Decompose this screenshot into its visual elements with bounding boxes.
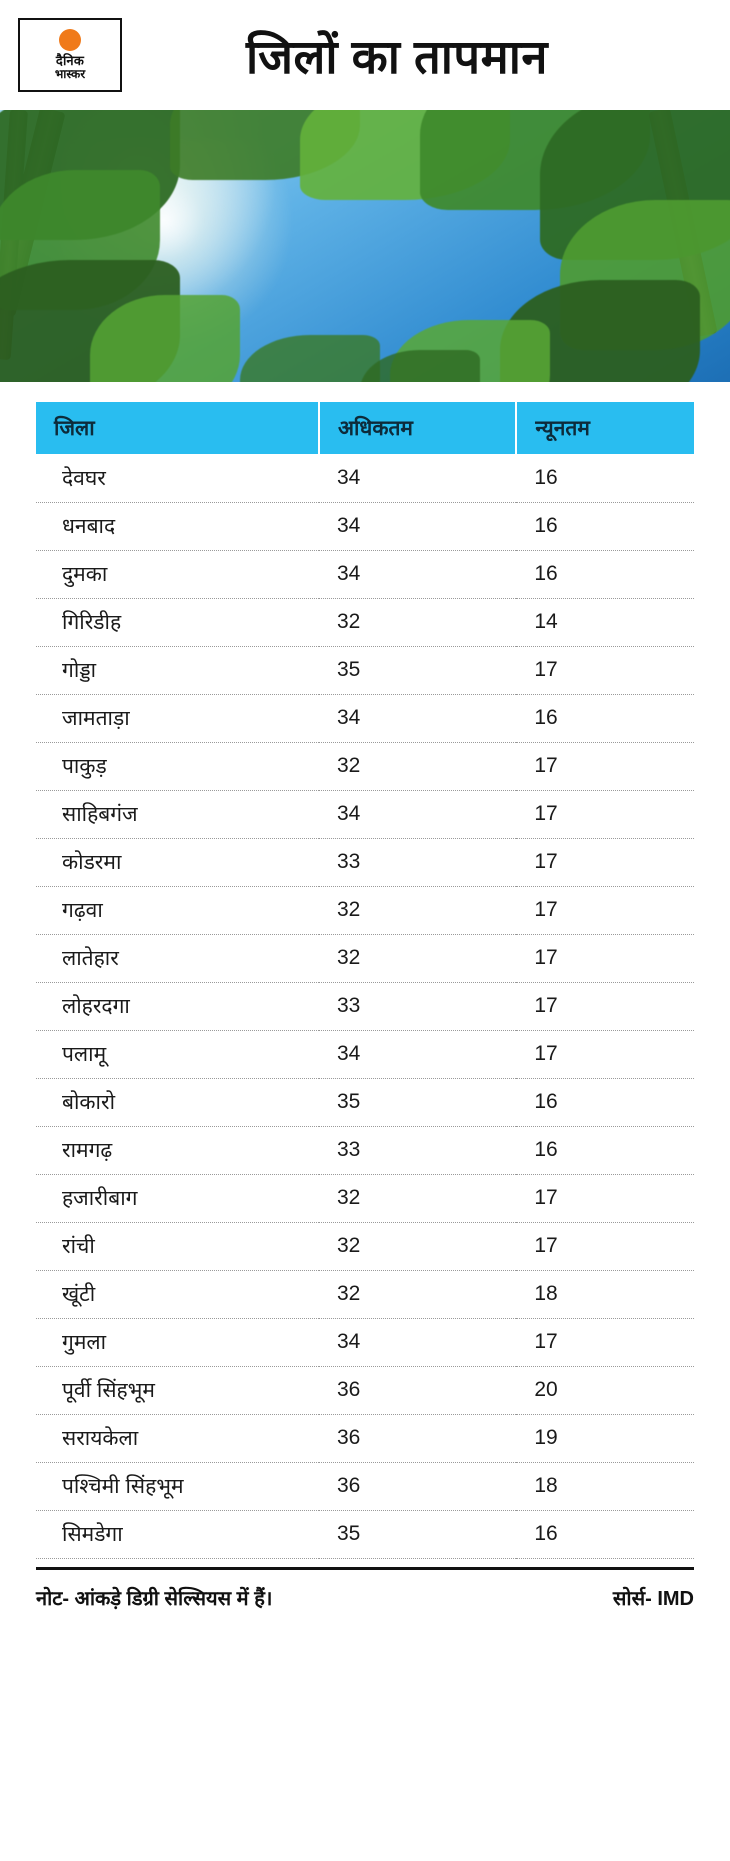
column-header-min: न्यूनतम bbox=[516, 402, 694, 454]
min-temp-cell: 16 bbox=[516, 694, 694, 742]
temperature-table-container bbox=[0, 382, 730, 1559]
min-temp-cell: 17 bbox=[516, 838, 694, 886]
column-header-district: जिला bbox=[36, 402, 319, 454]
max-temp-cell: 32 bbox=[319, 1222, 516, 1270]
min-temp-cell: 17 bbox=[516, 1222, 694, 1270]
min-temp-cell: 17 bbox=[516, 1174, 694, 1222]
district-cell: कोडरमा bbox=[36, 838, 319, 886]
brand-logo bbox=[18, 18, 122, 92]
district-cell: गढ़वा bbox=[36, 886, 319, 934]
district-cell: देवघर bbox=[36, 454, 319, 502]
min-temp-cell: 14 bbox=[516, 598, 694, 646]
max-temp-cell: 34 bbox=[319, 454, 516, 502]
footer-source: सोर्स- IMD bbox=[612, 1587, 694, 1610]
min-temp-cell: 19 bbox=[516, 1414, 694, 1462]
min-temp-cell: 17 bbox=[516, 934, 694, 982]
min-temp-cell: 17 bbox=[516, 742, 694, 790]
max-temp-cell: 36 bbox=[319, 1366, 516, 1414]
min-temp-cell: 17 bbox=[516, 1030, 694, 1078]
max-temp-cell: 32 bbox=[319, 934, 516, 982]
table-header-row bbox=[36, 402, 694, 454]
table-row bbox=[36, 454, 694, 502]
brand-name-line1: दैनिक bbox=[55, 53, 85, 69]
min-temp-cell: 16 bbox=[516, 550, 694, 598]
table-row bbox=[36, 646, 694, 694]
table-row bbox=[36, 1462, 694, 1510]
min-temp-cell: 18 bbox=[516, 1462, 694, 1510]
district-cell: गोड्डा bbox=[36, 646, 319, 694]
table-row bbox=[36, 502, 694, 550]
table-row bbox=[36, 550, 694, 598]
min-temp-cell: 17 bbox=[516, 982, 694, 1030]
district-cell: लातेहार bbox=[36, 934, 319, 982]
max-temp-cell: 34 bbox=[319, 502, 516, 550]
min-temp-cell: 16 bbox=[516, 1126, 694, 1174]
max-temp-cell: 35 bbox=[319, 1078, 516, 1126]
district-cell: पश्चिमी सिंहभूम bbox=[36, 1462, 319, 1510]
table-row bbox=[36, 1126, 694, 1174]
sun-icon bbox=[59, 29, 81, 51]
table-row bbox=[36, 1030, 694, 1078]
max-temp-cell: 36 bbox=[319, 1462, 516, 1510]
footer bbox=[36, 1567, 694, 1623]
table-row bbox=[36, 934, 694, 982]
district-cell: जामताड़ा bbox=[36, 694, 319, 742]
min-temp-cell: 18 bbox=[516, 1270, 694, 1318]
max-temp-cell: 32 bbox=[319, 742, 516, 790]
max-temp-cell: 36 bbox=[319, 1414, 516, 1462]
district-cell: गुमला bbox=[36, 1318, 319, 1366]
district-cell: पलामू bbox=[36, 1030, 319, 1078]
table-row bbox=[36, 598, 694, 646]
table-row bbox=[36, 1222, 694, 1270]
district-cell: सरायकेला bbox=[36, 1414, 319, 1462]
min-temp-cell: 16 bbox=[516, 502, 694, 550]
max-temp-cell: 32 bbox=[319, 886, 516, 934]
table-body bbox=[36, 454, 694, 1558]
max-temp-cell: 32 bbox=[319, 1174, 516, 1222]
min-temp-cell: 16 bbox=[516, 454, 694, 502]
min-temp-cell: 16 bbox=[516, 1510, 694, 1558]
table-row bbox=[36, 982, 694, 1030]
min-temp-cell: 17 bbox=[516, 646, 694, 694]
brand-name-line2: भास्कर bbox=[54, 67, 86, 82]
column-header-max: अधिकतम bbox=[319, 402, 516, 454]
table-row bbox=[36, 694, 694, 742]
min-temp-cell: 17 bbox=[516, 886, 694, 934]
table-row bbox=[36, 742, 694, 790]
table-header bbox=[36, 402, 694, 454]
hero-image bbox=[0, 110, 730, 382]
table-row bbox=[36, 1270, 694, 1318]
max-temp-cell: 34 bbox=[319, 1030, 516, 1078]
table-row bbox=[36, 1366, 694, 1414]
min-temp-cell: 17 bbox=[516, 1318, 694, 1366]
district-cell: खूंटी bbox=[36, 1270, 319, 1318]
footer-note: नोट- आंकड़े डिग्री सेल्सियस में हैं। bbox=[36, 1587, 273, 1610]
table-row bbox=[36, 1078, 694, 1126]
max-temp-cell: 34 bbox=[319, 790, 516, 838]
table-row bbox=[36, 1510, 694, 1558]
district-cell: हजारीबाग bbox=[36, 1174, 319, 1222]
max-temp-cell: 34 bbox=[319, 694, 516, 742]
max-temp-cell: 33 bbox=[319, 982, 516, 1030]
min-temp-cell: 20 bbox=[516, 1366, 694, 1414]
table-row bbox=[36, 790, 694, 838]
max-temp-cell: 34 bbox=[319, 550, 516, 598]
max-temp-cell: 33 bbox=[319, 838, 516, 886]
max-temp-cell: 35 bbox=[319, 646, 516, 694]
table-row bbox=[36, 1318, 694, 1366]
max-temp-cell: 35 bbox=[319, 1510, 516, 1558]
district-cell: बोकारो bbox=[36, 1078, 319, 1126]
district-cell: साहिबगंज bbox=[36, 790, 319, 838]
district-cell: पूर्वी सिंहभूम bbox=[36, 1366, 319, 1414]
district-cell: दुमका bbox=[36, 550, 319, 598]
min-temp-cell: 16 bbox=[516, 1078, 694, 1126]
max-temp-cell: 34 bbox=[319, 1318, 516, 1366]
max-temp-cell: 32 bbox=[319, 598, 516, 646]
page-title: जिलों का तापमान bbox=[246, 30, 548, 83]
page-header bbox=[0, 0, 730, 110]
district-cell: गिरिडीह bbox=[36, 598, 319, 646]
district-cell: सिमडेगा bbox=[36, 1510, 319, 1558]
table-row bbox=[36, 1174, 694, 1222]
min-temp-cell: 17 bbox=[516, 790, 694, 838]
temperature-table bbox=[36, 402, 694, 1559]
district-cell: रांची bbox=[36, 1222, 319, 1270]
district-cell: धनबाद bbox=[36, 502, 319, 550]
max-temp-cell: 33 bbox=[319, 1126, 516, 1174]
district-cell: लोहरदगा bbox=[36, 982, 319, 1030]
district-cell: रामगढ़ bbox=[36, 1126, 319, 1174]
table-row bbox=[36, 1414, 694, 1462]
max-temp-cell: 32 bbox=[319, 1270, 516, 1318]
district-cell: पाकुड़ bbox=[36, 742, 319, 790]
table-row bbox=[36, 886, 694, 934]
table-row bbox=[36, 838, 694, 886]
